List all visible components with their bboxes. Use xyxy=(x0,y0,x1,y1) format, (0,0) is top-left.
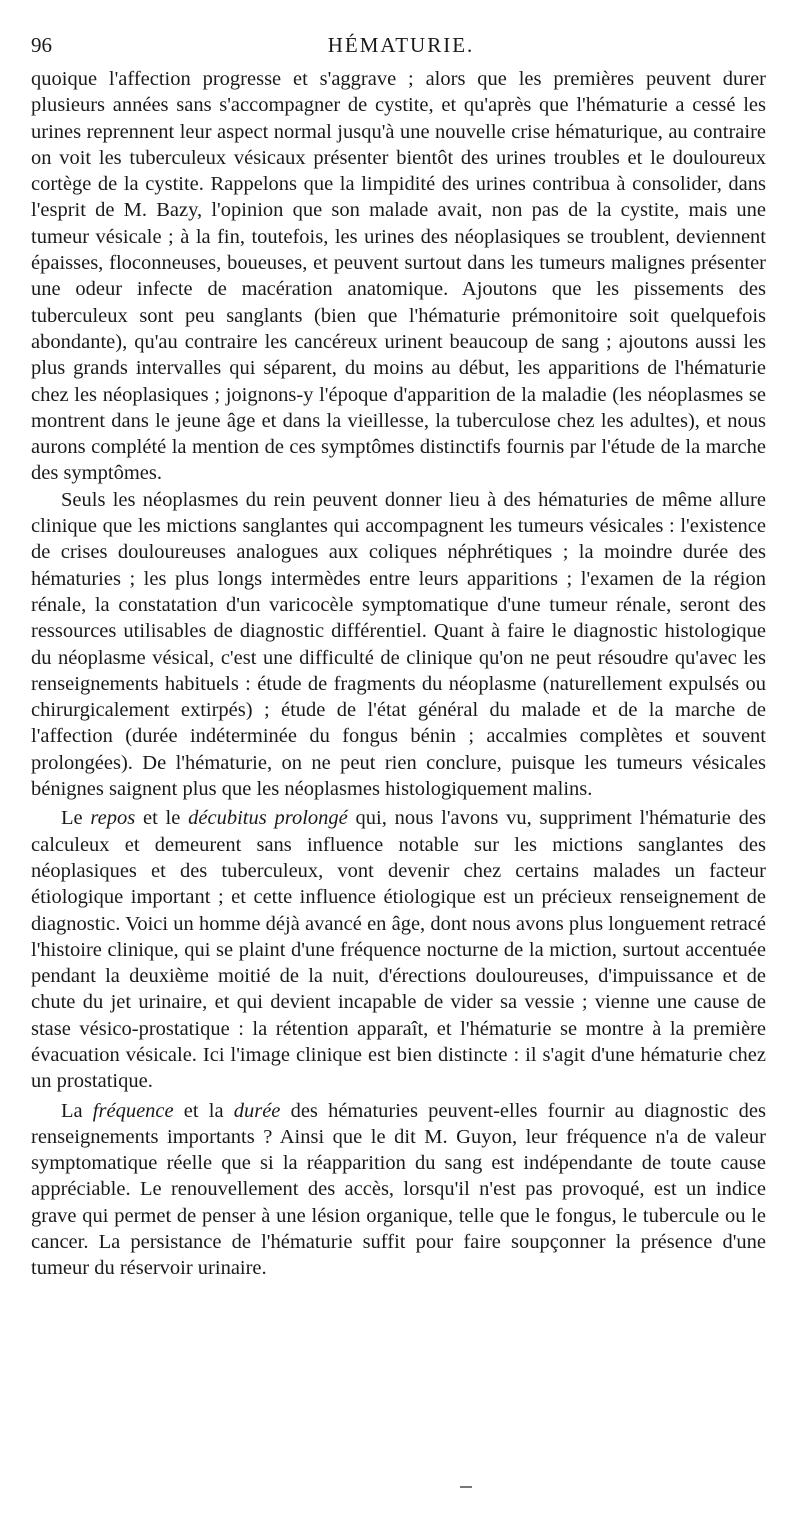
paragraph-1 xyxy=(31,66,766,487)
italic-term: fréquence xyxy=(92,1099,174,1122)
text-run: qui, nous l'avons vu, suppriment l'hématurie des calculeux et demeurent sans influence notable sur les mictions sanglantes des néoplasiques et des tuberculeux, vont devenir chez certains malades un facteur étiologique important ; et cette influence étiologique est un précieux renseignement de diagnostic. Voici un homme déjà avancé en âge, dont nous avons plus longuement retracé l'histoire clinique, qui se plaint d'une fréquence nocturne de la miction, surtout accentuée pendant la deuxième moitié de la nuit, d'érections douloureuses, d'impuissance et de chute du jet urinaire, et qui devient incapable de vider sa vessie ; vienne une cause de stase vésico-prostatique : la rétention apparaît, et l'hématurie se montre à la première évacuation vésicale. Ici l'image clinique est bien distincte : il s'agit d'une hématurie chez un prostatique. xyxy=(31,807,767,1093)
paragraph-4 xyxy=(31,1098,766,1282)
text-run: Le xyxy=(61,807,91,830)
text-run: La xyxy=(61,1099,93,1122)
text-run: et la xyxy=(173,1099,234,1122)
page-header xyxy=(31,30,771,60)
paragraph-3 xyxy=(31,805,766,1094)
italic-term: durée xyxy=(233,1099,281,1122)
running-title: HÉMATURIE. xyxy=(327,33,475,57)
text-run: des hématuries peuvent-elles fournir au diagnostic des renseignements importants ? Ainsi que le dit M. Guyon, leur fréquence n'a de valeur symptomatique réelle que si la réapparition du sang est indépendante de toute cause appréciable. Le renouvellement des accès, lorsqu'il n'est pas provoqué, est un indice grave qui permet de penser à une lésion organique, telle que le fongus, le tubercule ou le cancer. La persistance de l'hématurie suffit pour faire soupçonner la présence d'une tumeur du réservoir urinaire. xyxy=(31,1099,766,1280)
text-run: et le xyxy=(135,807,189,830)
footer-dash xyxy=(460,1486,472,1488)
text-run: Seuls les néoplasmes du rein peuvent donner lieu à des hématuries de même allure clinique que les mictions sanglantes qui accompagnent les tumeurs vésicales : l'existence de crises douloureuses analogues aux coliques néphrétiques ; la moindre durée des hématuries ; les plus longs intermèdes entre leurs apparitions ; l'examen de la région rénale, la constatation d'un varicocèle symptomatique d'une tumeur rénale, seront des ressources utilisables de diagnostic différentiel. Quant à faire le diagnostic histologique du néoplasme vésical, c'est une difficulté de clinique qu'on ne peut résoudre qu'avec les renseignements habituels : étude de fragments du néoplasme (naturellement expulsés ou chirurgicalement extirpés) ; étude de l'état général du malade et de la marche de l'affection (durée indéterminée du fongus bénin ; accalmies complètes et souvent prolongées). De l'hématurie, on ne peut rien conclure, puisque les tumeurs vésicales bénignes saignent plus que les néoplasmes histologiquement malins. xyxy=(31,488,766,801)
page-body xyxy=(31,66,766,1282)
page-number: 96 xyxy=(31,33,52,57)
text-run: quoique l'affection progresse et s'aggrave ; alors que les premières peuvent durer plusieurs années sans s'accompagner de cystite, et qu'après que l'hématurie a cessé les urines reprennent leur aspect normal jusqu'à une nouvelle crise hématurique, au contraire on voit les tuberculeux vésicaux présenter bientôt des urines troubles et le douloureux cortège de la cystite. Rappelons que la limpidité des urines contribua à consolider, dans l'esprit de M. Bazy, l'opinion que son malade avait, non pas de la cystite, mais une tumeur vésicale ; à la fin, toutefois, les urines des néoplasiques se troublent, deviennent épaisses, floconneuses, boueuses, et peuvent surtout dans les tumeurs malignes présenter une odeur infecte de macération anatomique. Ajoutons que les pissements des tuberculeux sont peu sanglants (bien que l'hématurie prémonitoire soit quelquefois abondante), qu'au contraire les cancéreux urinent beaucoup de sang ; ajoutons aussi les plus grands intervalles qui séparent, du moins au début, les apparitions de l'hématurie chez les néoplasiques ; joignons-y l'époque d'apparition de la maladie (les néoplasmes se montrent dans le jeune âge et dans la vieillesse, la tuberculose chez les adultes), et nous aurons complété la mention de ces symptômes distinctifs fournis par l'étude de la marche des symptômes. xyxy=(31,68,766,485)
paragraph-2 xyxy=(31,487,766,803)
italic-term: repos xyxy=(90,807,136,830)
italic-term: décubitus prolongé xyxy=(188,807,348,830)
